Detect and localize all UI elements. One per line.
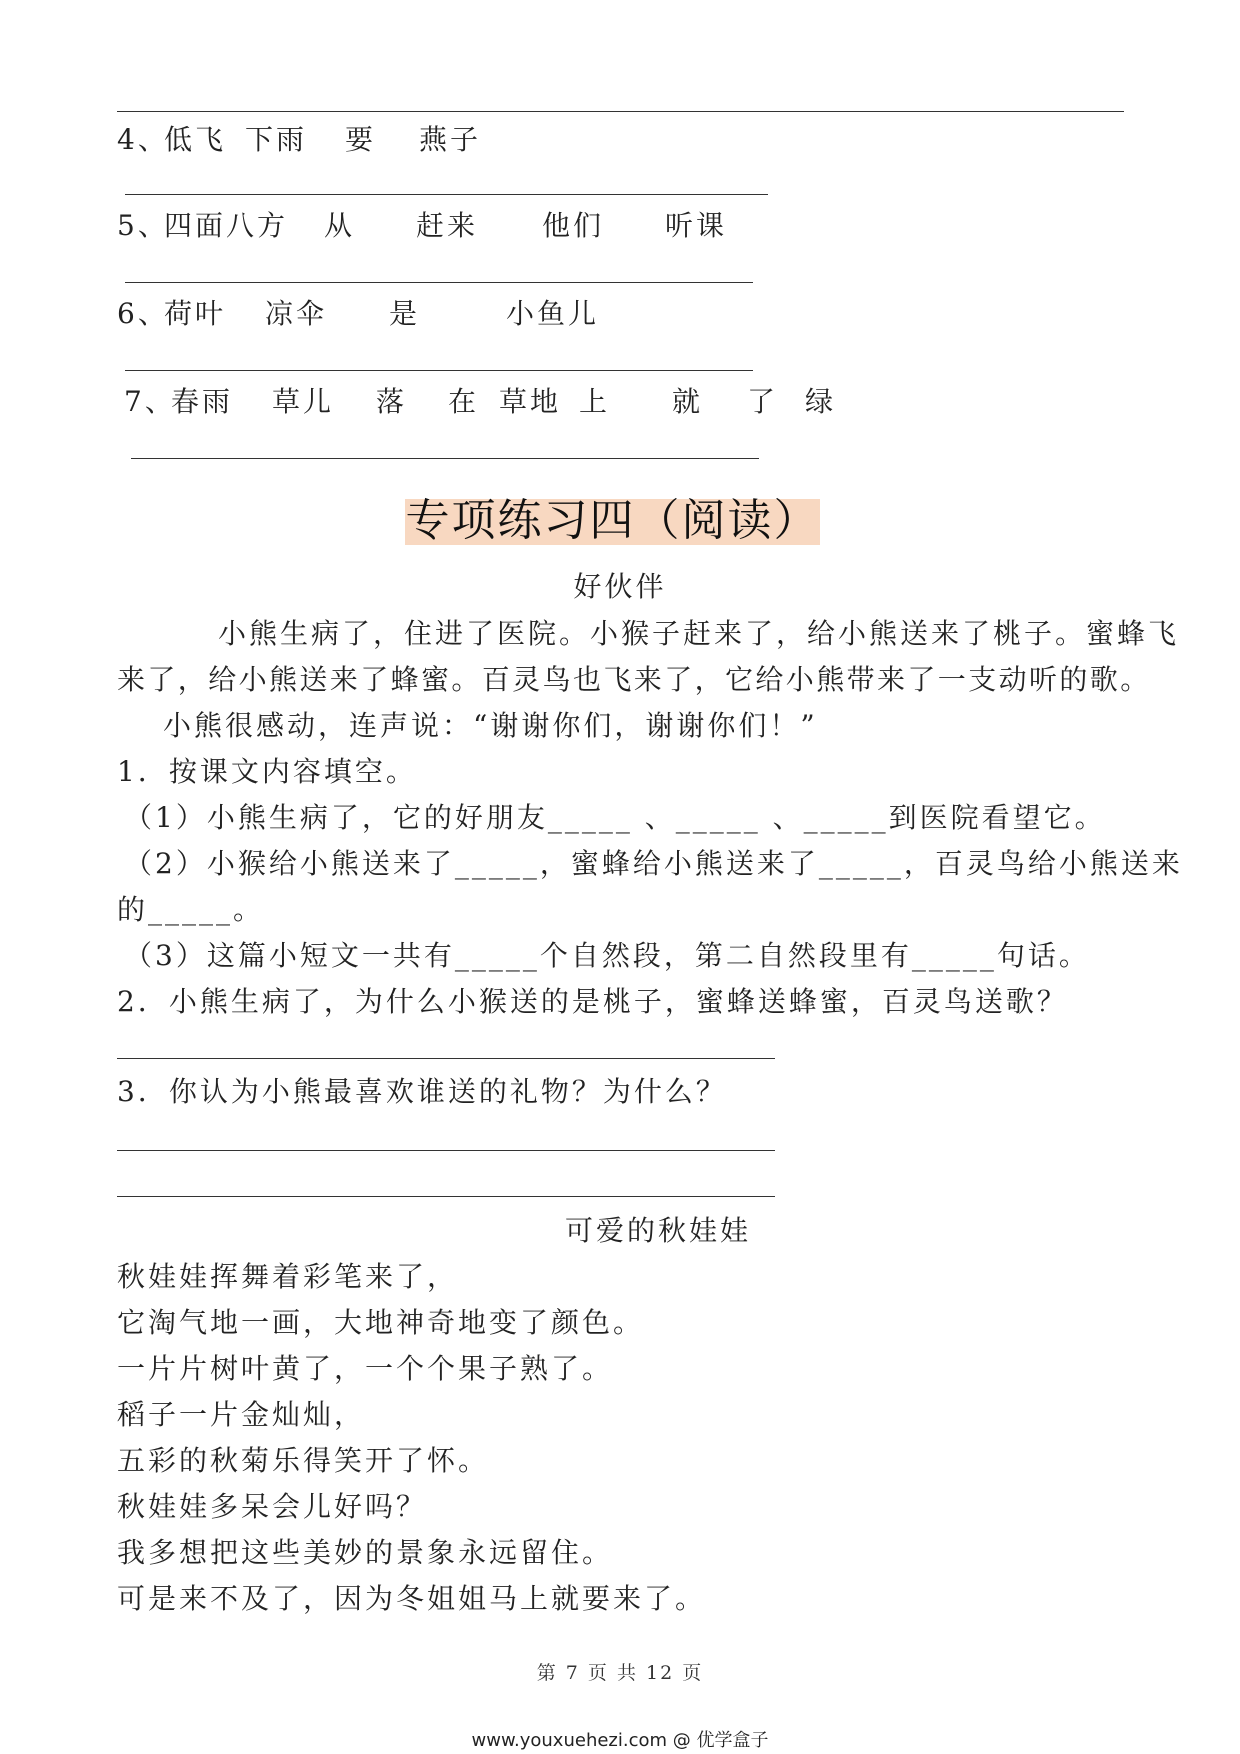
poem-line: 我多想把这些美妙的景象永远留住。 xyxy=(117,1536,614,1569)
word-token: 燕子 xyxy=(419,123,482,156)
word-token: 就 xyxy=(672,385,704,418)
word-token: 他们 xyxy=(542,209,605,242)
poem-line: 它淘气地一画，大地神奇地变了颜色。 xyxy=(117,1306,645,1339)
answer-line xyxy=(117,1150,775,1151)
answer-line xyxy=(125,370,753,371)
question-1-3: （3）这篇小短文一共有_____个自然段，第二自然段里有_____句话。 xyxy=(124,939,1090,972)
poem-line: 一片片树叶黄了，一个个果子熟了。 xyxy=(117,1352,614,1385)
paragraph-line: 来了，给小熊送来了蜂蜜。百灵鸟也飞来了，它给小熊带来了一支动听的歌。 xyxy=(117,663,1151,696)
answer-line xyxy=(131,458,759,459)
poem-line: 可是来不及了，因为冬姐姐马上就要来了。 xyxy=(117,1582,707,1615)
word-token: 是 xyxy=(389,297,421,330)
watermark: www.youxuehezi.com @ 优学盒子 xyxy=(471,1730,769,1751)
answer-line xyxy=(117,1058,775,1059)
poem-line: 稻子一片金灿灿， xyxy=(117,1398,366,1431)
paragraph-line: 小熊生病了，住进了医院。小猴子赶来了，给小熊送来了桃子。蜜蜂飞 xyxy=(218,617,1180,650)
word-token: 听课 xyxy=(665,209,728,242)
passage-title: 好伙伴 xyxy=(573,570,667,603)
word-token: 绿 xyxy=(805,385,837,418)
section-title: 专项练习四（阅读） xyxy=(405,495,820,546)
word-token: 荷叶 xyxy=(164,297,227,330)
question-1-2-cont: 的_____。 xyxy=(117,893,265,926)
word-token: 春雨 xyxy=(171,385,234,418)
word-token: 要 xyxy=(345,123,377,156)
poem-line: 秋娃娃挥舞着彩笔来了， xyxy=(117,1260,459,1293)
exercise-number: 6、 xyxy=(117,297,169,330)
word-token: 落 xyxy=(376,385,408,418)
top-rule xyxy=(117,111,1124,112)
word-token: 下雨 xyxy=(245,123,308,156)
passage-title: 可爱的秋娃娃 xyxy=(565,1214,752,1247)
page-number: 第 7 页 共 12 页 xyxy=(536,1662,704,1684)
question-1: 1．按课文内容填空。 xyxy=(117,755,417,788)
question-1-2: （2）小猴给小熊送来了_____，蜜蜂给小熊送来了_____，百灵鸟给小熊送来 xyxy=(124,847,1183,880)
answer-line xyxy=(125,282,753,283)
question-2: 2．小熊生病了，为什么小猴送的是桃子，蜜蜂送蜂蜜，百灵鸟送歌？ xyxy=(117,985,1068,1018)
poem-line: 五彩的秋菊乐得笑开了怀。 xyxy=(117,1444,490,1477)
exercise-number: 5、 xyxy=(117,209,169,242)
word-token: 小鱼儿 xyxy=(506,297,600,330)
word-token: 赶来 xyxy=(416,209,479,242)
answer-line xyxy=(117,1196,775,1197)
word-token: 草地 xyxy=(499,385,562,418)
question-3: 3．你认为小熊最喜欢谁送的礼物？为什么？ xyxy=(117,1075,727,1108)
answer-line xyxy=(125,194,768,195)
word-token: 低飞 xyxy=(164,123,227,156)
paragraph-line: 小熊很感动，连声说：“谢谢你们，谢谢你们！” xyxy=(163,709,818,742)
exercise-number: 4、 xyxy=(117,123,169,156)
word-token: 四面八方 xyxy=(164,209,289,242)
word-token: 草儿 xyxy=(272,385,335,418)
word-token: 上 xyxy=(579,385,611,418)
word-token: 在 xyxy=(448,385,480,418)
poem-line: 秋娃娃多呆会儿好吗？ xyxy=(117,1490,428,1523)
question-1-1: （1）小熊生病了，它的好朋友_____ 、_____ 、_____到医院看望它。 xyxy=(124,801,1106,834)
word-token: 从 xyxy=(324,209,356,242)
word-token: 了 xyxy=(747,385,779,418)
exercise-number: 7、 xyxy=(124,385,176,418)
word-token: 凉伞 xyxy=(265,297,328,330)
